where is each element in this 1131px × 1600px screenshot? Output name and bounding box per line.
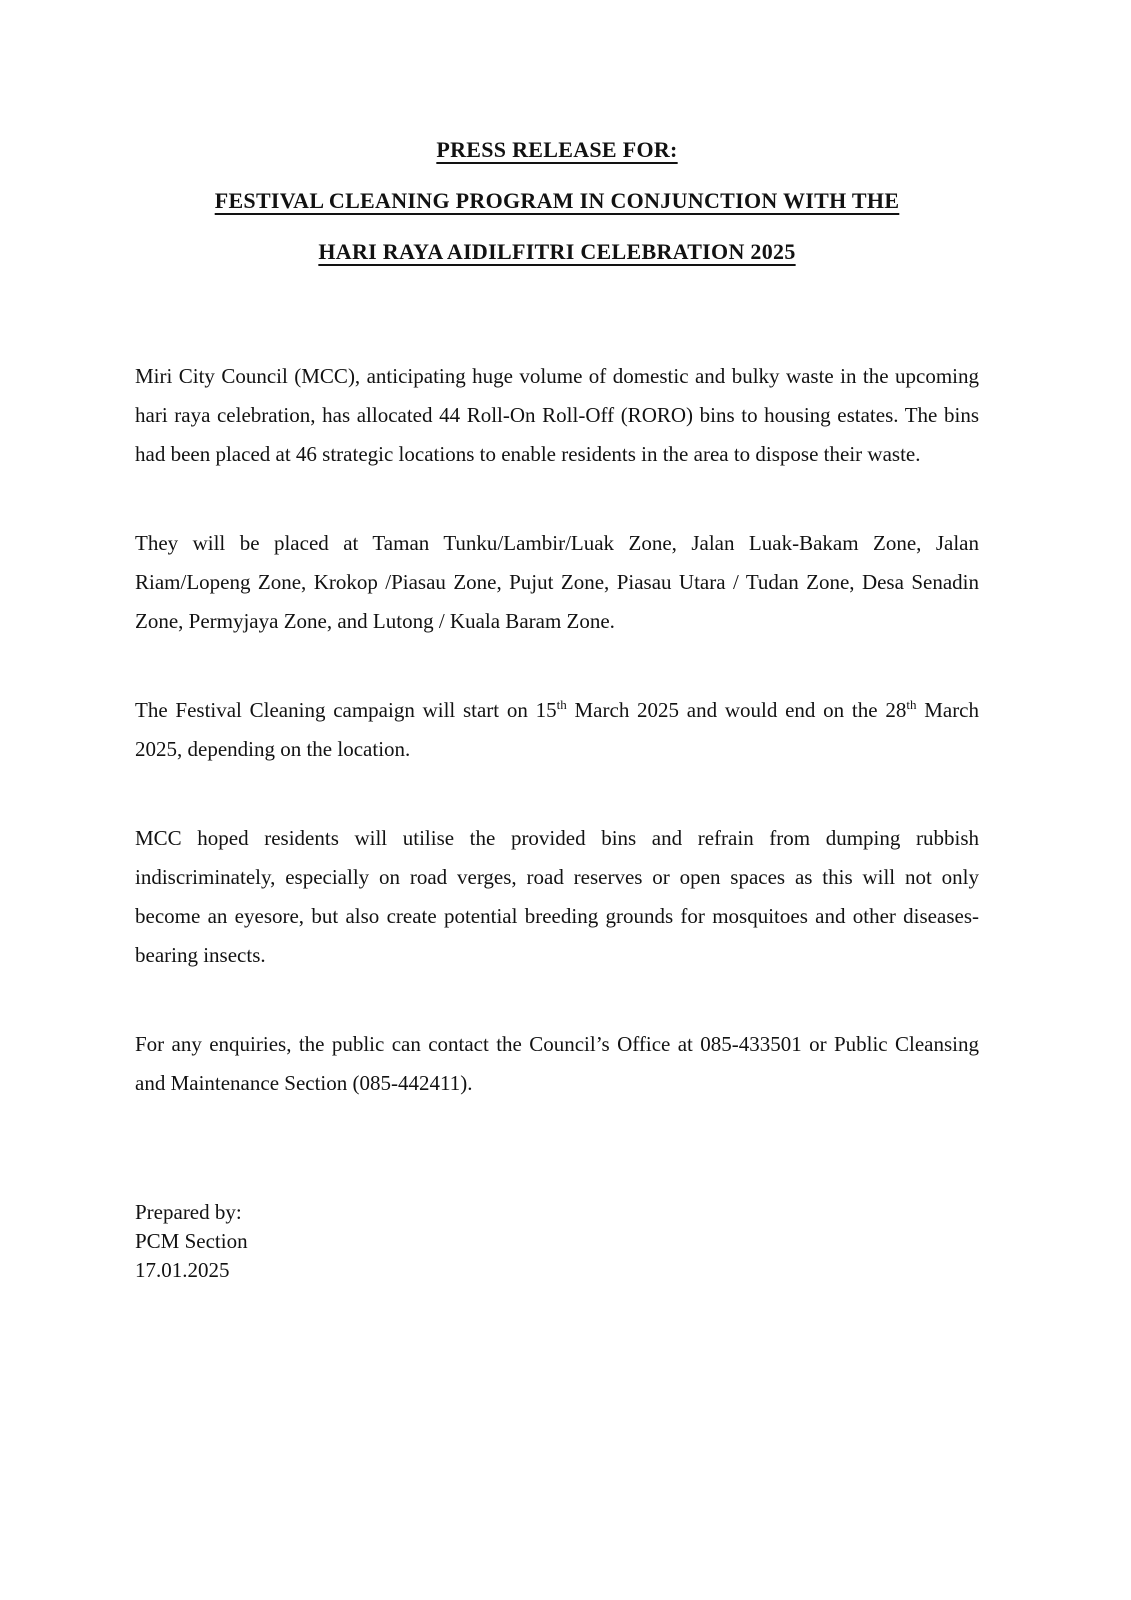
title-line-press-release: PRESS RELEASE FOR: bbox=[436, 137, 678, 162]
paragraph-contact-info: For any enquiries, the public can contact the Council’s Office at 085-433501 or Public Cleansing and Maintenance Section (085-442411). bbox=[135, 1032, 979, 1095]
prepared-by-label: Prepared by: bbox=[135, 1200, 242, 1224]
document-footer bbox=[135, 1198, 979, 1285]
document-body bbox=[135, 357, 979, 1103]
title-line-celebration: HARI RAYA AIDILFITRI CELEBRATION 2025 bbox=[318, 239, 796, 264]
ordinal-suffix-28th: th bbox=[906, 697, 917, 712]
paragraph-campaign-dates bbox=[135, 691, 979, 769]
document-header bbox=[135, 124, 979, 277]
prepared-date: 17.01.2025 bbox=[135, 1258, 230, 1282]
title-line-program: FESTIVAL CLEANING PROGRAM IN CONJUNCTION WITH THE bbox=[214, 188, 900, 213]
prepared-by-section: PCM Section bbox=[135, 1229, 248, 1253]
campaign-dates-text-1: The Festival Cleaning campaign will start on 15 bbox=[135, 698, 557, 722]
paragraph-dumping-advice: MCC hoped residents will utilise the provided bins and refrain from dumping rubbish indiscriminately, especially on road verges, road reserves or open spaces as this will not only become an eyesore, but also create potential breeding grounds for mosquitoes and other diseases-bearing insects. bbox=[135, 826, 979, 967]
paragraph-placement-zones: They will be placed at Taman Tunku/Lambir/Luak Zone, Jalan Luak-Bakam Zone, Jalan Riam/Lopeng Zone, Krokop /Piasau Zone, Pujut Zone, Piasau Utara / Tudan Zone, Desa Senadin Zone, Permyjaya Zone, and Lutong / Kuala Baram Zone. bbox=[135, 531, 979, 633]
campaign-dates-text-3: March 2025, depending on the location. bbox=[135, 698, 980, 761]
campaign-dates-text-2: March 2025 and would end on the 28 bbox=[566, 698, 907, 722]
paragraph-bin-allocation: Miri City Council (MCC), anticipating huge volume of domestic and bulky waste in the upcoming hari raya celebration, has allocated 44 Roll-On Roll-Off (RORO) bins to housing estates. The bins had been placed at 46 strategic locations to enable residents in the area to dispose their waste. bbox=[135, 364, 979, 466]
ordinal-suffix-15th: th bbox=[556, 697, 567, 712]
